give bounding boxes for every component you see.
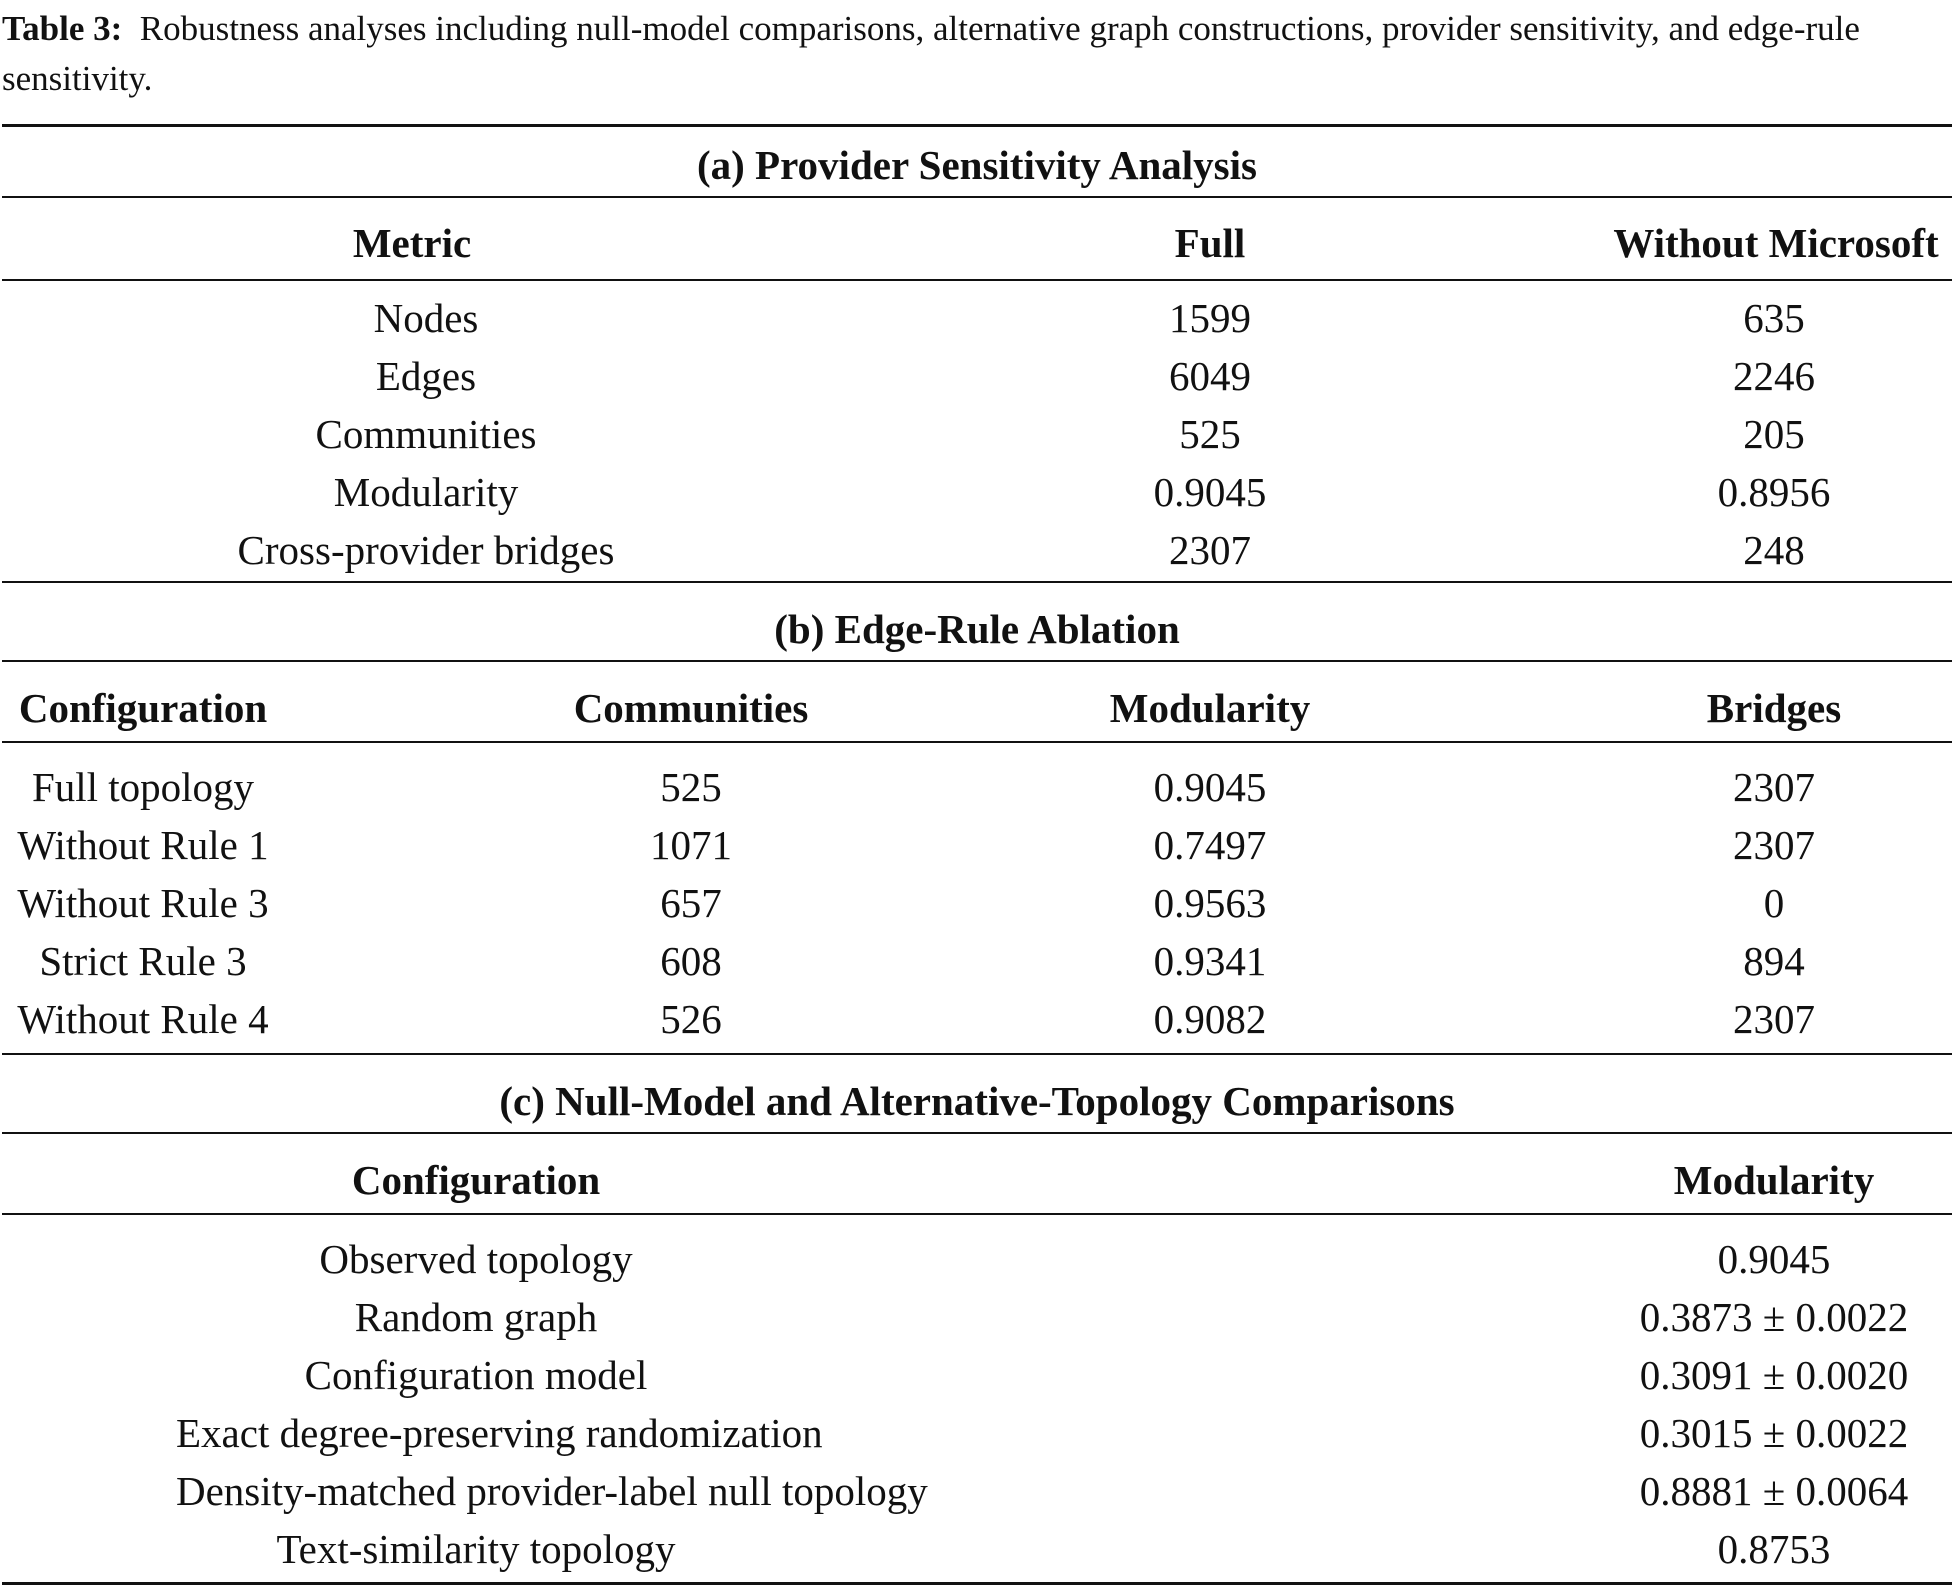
header-configuration: Configuration	[351, 1157, 601, 1203]
modularity-cell: 0.9341	[1153, 938, 1267, 984]
table-row	[2, 990, 1952, 1048]
configuration-cell: Density-matched provider-label null topology	[176, 1468, 928, 1514]
communities-cell: 608	[660, 938, 722, 984]
section-c-header-row	[2, 1151, 1952, 1209]
without-microsoft-cell: 2246	[1733, 353, 1815, 399]
metric-cell: Edges	[375, 353, 477, 399]
without-microsoft-cell: 248	[1743, 527, 1805, 573]
modularity-cell: 0.9082	[1153, 996, 1267, 1042]
metric-cell: Communities	[315, 411, 537, 457]
configuration-cell: Strict Rule 3	[39, 938, 247, 984]
communities-cell: 526	[660, 996, 722, 1042]
configuration-cell: Without Rule 1	[17, 822, 269, 868]
table-row	[2, 932, 1952, 990]
caption-label: Table 3:	[2, 9, 123, 48]
metric-cell: Modularity	[333, 469, 519, 515]
communities-cell: 657	[660, 880, 722, 926]
without-microsoft-cell: 0.8956	[1717, 469, 1831, 515]
section-a-bottom-rule	[2, 581, 1952, 583]
bottom-rule	[2, 1582, 1952, 1585]
configuration-cell: Exact degree-preserving randomization	[176, 1410, 823, 1456]
section-b-header-rule	[2, 741, 1952, 743]
table-caption	[2, 4, 1952, 104]
metric-cell: Nodes	[373, 295, 479, 341]
header-bridges: Bridges	[1706, 685, 1842, 731]
header-metric: Metric	[352, 220, 472, 266]
header-communities: Communities	[573, 685, 809, 731]
bridges-cell: 894	[1743, 938, 1805, 984]
bridges-cell: 2307	[1733, 822, 1815, 868]
caption-text: Robustness analyses including null-model comparisons, alternative graph constructions, provider sensitivity, and edge-rule sensitivity.	[2, 9, 1860, 98]
section-b-bottom-rule	[2, 1053, 1952, 1055]
full-value-cell: 525	[1179, 411, 1241, 457]
header-full: Full	[1174, 220, 1246, 266]
section-a-header-rule	[2, 279, 1952, 281]
table-row	[2, 289, 1952, 347]
configuration-cell: Without Rule 4	[17, 996, 269, 1042]
header-configuration: Configuration	[18, 685, 268, 731]
table-row	[2, 816, 1952, 874]
configuration-cell: Observed topology	[319, 1236, 633, 1282]
modularity-cell: 0.8753	[1717, 1526, 1831, 1572]
full-value-cell: 0.9045	[1153, 469, 1267, 515]
configuration-cell: Without Rule 3	[17, 880, 269, 926]
full-value-cell: 2307	[1169, 527, 1251, 573]
section-c-header-rule	[2, 1213, 1952, 1215]
configuration-cell: Configuration model	[304, 1352, 648, 1398]
metric-cell: Cross-provider bridges	[237, 527, 615, 573]
modularity-cell: 0.8881 ± 0.0064	[1639, 1468, 1909, 1514]
without-microsoft-cell: 635	[1743, 295, 1805, 341]
modularity-cell: 0.9045	[1153, 764, 1267, 810]
section-b-title-rule	[2, 660, 1952, 662]
section-a-title: (a) Provider Sensitivity Analysis	[697, 142, 1257, 188]
configuration-cell: Random graph	[354, 1294, 598, 1340]
section-c-title: (c) Null-Model and Alternative-Topology Comparisons	[499, 1078, 1455, 1124]
table-row	[2, 874, 1952, 932]
header-without-microsoft: Without Microsoft	[1613, 220, 1939, 266]
header-modularity: Modularity	[1673, 1157, 1875, 1203]
section-b-header-row	[2, 679, 1952, 737]
section-b-title: (b) Edge-Rule Ablation	[774, 606, 1180, 652]
full-value-cell: 6049	[1169, 353, 1251, 399]
bridges-cell: 2307	[1733, 996, 1815, 1042]
section-a-title-rule	[2, 196, 1952, 198]
bridges-cell: 0	[1763, 880, 1785, 926]
modularity-cell: 0.9563	[1153, 880, 1267, 926]
table-row	[2, 521, 1952, 579]
modularity-cell: 0.7497	[1153, 822, 1267, 868]
table-row	[2, 1462, 1952, 1520]
table-row	[2, 1346, 1952, 1404]
table-row	[2, 1230, 1952, 1288]
configuration-cell: Text-similarity topology	[276, 1526, 676, 1572]
table-row	[2, 1404, 1952, 1462]
modularity-cell: 0.3015 ± 0.0022	[1639, 1410, 1909, 1456]
section-c-title-rule	[2, 1132, 1952, 1134]
full-value-cell: 1599	[1169, 295, 1251, 341]
top-rule	[2, 124, 1952, 127]
header-modularity: Modularity	[1109, 685, 1311, 731]
communities-cell: 525	[660, 764, 722, 810]
without-microsoft-cell: 205	[1743, 411, 1805, 457]
table-row	[2, 347, 1952, 405]
communities-cell: 1071	[650, 822, 732, 868]
modularity-cell: 0.3091 ± 0.0020	[1639, 1352, 1909, 1398]
modularity-cell: 0.3873 ± 0.0022	[1639, 1294, 1909, 1340]
section-a-header-row	[2, 214, 1952, 272]
modularity-cell: 0.9045	[1717, 1236, 1831, 1282]
table-row	[2, 405, 1952, 463]
bridges-cell: 2307	[1733, 764, 1815, 810]
table-row	[2, 1288, 1952, 1346]
configuration-cell: Full topology	[31, 764, 255, 810]
table-row	[2, 463, 1952, 521]
table-row	[2, 758, 1952, 816]
table-row	[2, 1520, 1952, 1578]
